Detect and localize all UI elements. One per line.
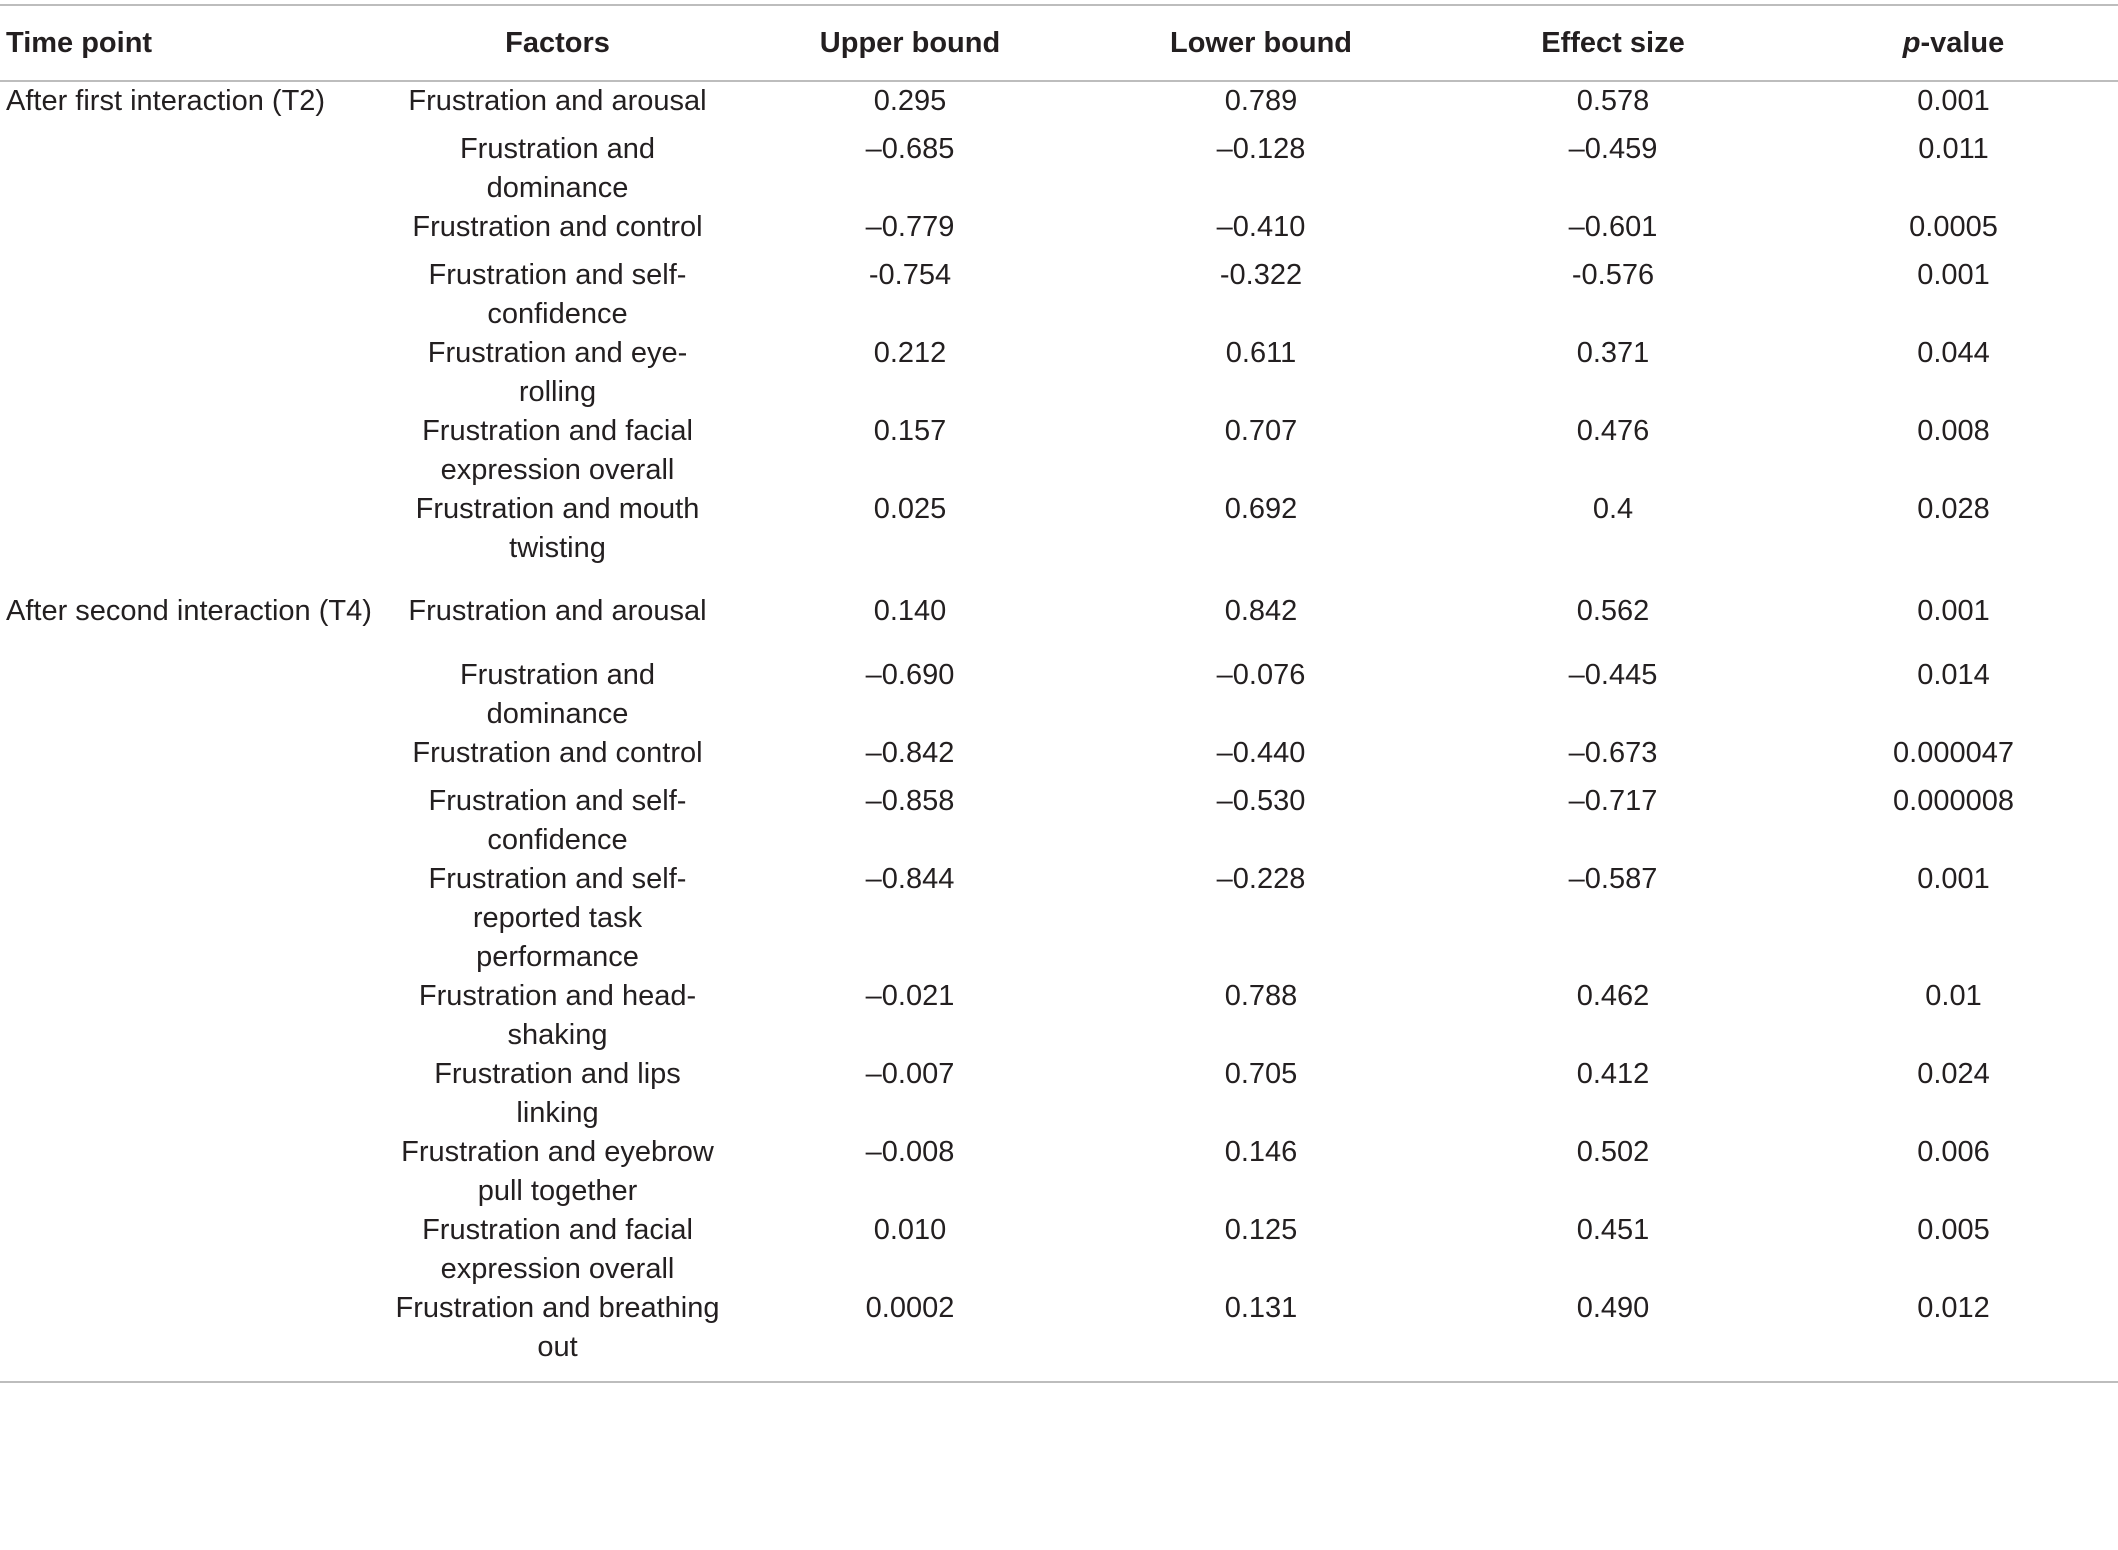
table-row [0,412,2118,490]
table-row [0,1289,2118,1382]
factor-cell: Frustration and facial expression overall [422,1214,693,1285]
upper-bound-cell: 0.010 [873,1214,947,1246]
upper-bound-cell: –0.690 [865,659,955,691]
p-value-cell: 0.024 [1917,1058,1990,1090]
p-value-cell: 0.01 [1925,980,1982,1012]
time-point-cell [0,490,380,568]
effect-size-cell: 0.578 [1576,85,1650,117]
p-value-cell: 0.006 [1917,1136,1990,1168]
table-body [0,81,2118,1382]
effect-size-cell: 0.490 [1437,1289,1789,1382]
effect-size-cell: –0.445 [1568,659,1658,691]
upper-bound-cell: –0.008 [865,1136,955,1168]
factor-cell: Frustration and self-confidence [428,785,687,856]
factor-cell: Frustration and eye-rolling [427,337,688,408]
table-row [0,860,2118,977]
factor-cell: Frustration and arousal [408,595,707,627]
factor-cell: Frustration and eyebrow pull together [401,1136,714,1207]
time-point-cell: After first interaction (T2) [6,85,326,117]
p-value-cell: 0.005 [1917,1214,1990,1246]
time-point-cell [0,782,380,860]
time-point-cell [0,1289,380,1382]
p-value-cell: 0.0005 [1909,211,1998,243]
header-p-rest: -value [1920,26,2005,59]
lower-bound-cell: 0.789 [1224,85,1298,117]
time-point-cell: After second interaction (T4) [6,595,372,627]
time-point-cell [0,860,380,977]
lower-bound-cell: –0.530 [1216,785,1306,817]
p-value-cell: 0.044 [1917,337,1990,369]
time-point-cell [0,256,380,334]
header-lower-bound: Lower bound [1085,5,1437,81]
table-row [0,782,2118,860]
effect-size-cell: 0.562 [1576,595,1650,627]
time-point-cell [0,412,380,490]
time-point-cell [0,734,380,782]
upper-bound-cell: –0.007 [865,1058,955,1090]
effect-size-cell: –0.459 [1568,133,1658,165]
effect-size-cell: -0.576 [1571,259,1655,291]
lower-bound-cell: 0.611 [1225,337,1297,369]
effect-size-cell: –0.587 [1568,863,1658,895]
lower-bound-cell: –0.440 [1216,737,1306,769]
upper-bound-cell: 0.212 [873,337,947,369]
results-table [0,4,2118,1383]
table-row [0,1055,2118,1133]
header-upper-bound: Upper bound [735,5,1085,81]
table-row [0,490,2118,568]
lower-bound-cell: –0.076 [1216,659,1306,691]
group-spacer-cell [0,568,2118,592]
upper-bound-cell: –0.844 [865,863,955,895]
table-row [0,734,2118,782]
time-point-cell [0,656,380,734]
upper-bound-cell: 0.025 [873,493,947,525]
time-point-cell [0,334,380,412]
upper-bound-cell: –0.779 [865,211,955,243]
factor-cell: Frustration and lips linking [434,1058,681,1129]
table-row [0,130,2118,208]
upper-bound-cell: –0.858 [865,785,955,817]
p-value-cell: 0.001 [1917,85,1990,117]
header-row [0,5,2118,81]
upper-bound-cell: 0.140 [873,595,947,627]
effect-size-cell: –0.717 [1568,785,1658,817]
effect-size-cell: –0.601 [1568,211,1658,243]
time-point-cell [0,130,380,208]
factor-cell: Frustration and control [412,211,703,243]
time-point-cell [0,1133,380,1211]
table-row [0,1133,2118,1211]
lower-bound-cell: 0.842 [1224,595,1298,627]
header-factors: Factors [380,5,735,81]
factor-cell: Frustration and self-confidence [428,259,687,330]
upper-bound-cell: –0.842 [865,737,955,769]
upper-bound-cell: -0.754 [868,259,952,291]
header-effect-size: Effect size [1437,5,1789,81]
table-header [0,5,2118,81]
factor-cell: Frustration and control [412,737,703,769]
time-point-cell [0,1211,380,1289]
effect-size-cell: 0.462 [1576,980,1650,1012]
factor-cell: Frustration and breathing out [380,1289,735,1382]
table-row [0,81,2118,130]
table-row [0,977,2118,1055]
p-value-cell: 0.008 [1917,415,1990,447]
p-value-cell: 0.014 [1917,659,1990,691]
p-value-cell: 0.028 [1917,493,1990,525]
lower-bound-cell: 0.692 [1224,493,1298,525]
factor-cell: Frustration and dominance [459,133,656,204]
p-value-cell: 0.001 [1917,595,1990,627]
lower-bound-cell: –0.128 [1216,133,1306,165]
p-value-cell: 0.012 [1789,1289,2118,1382]
lower-bound-cell: -0.322 [1219,259,1303,291]
p-value-cell: 0.000047 [1893,737,2014,769]
upper-bound-cell: 0.0002 [735,1289,1085,1382]
lower-bound-cell: 0.146 [1224,1136,1298,1168]
table-row [0,208,2118,256]
header-p-italic: p [1902,26,1921,59]
effect-size-cell: 0.451 [1576,1214,1650,1246]
p-value-cell: 0.000008 [1893,785,2014,817]
factor-cell: Frustration and head-shaking [418,980,697,1051]
time-point-cell [0,977,380,1055]
effect-size-cell: 0.4 [1592,493,1634,525]
factor-cell: Frustration and facial expression overall [422,415,693,486]
upper-bound-cell: –0.021 [865,980,955,1012]
p-value-cell: 0.001 [1917,863,1990,895]
table-row [0,1211,2118,1289]
p-value-cell: 0.011 [1918,133,1989,165]
table-row [0,256,2118,334]
lower-bound-cell: 0.707 [1224,415,1298,447]
lower-bound-cell: 0.125 [1224,1214,1298,1246]
effect-size-cell: 0.502 [1576,1136,1650,1168]
lower-bound-cell: –0.228 [1216,863,1306,895]
table-row [0,592,2118,656]
upper-bound-cell: 0.295 [873,85,947,117]
factor-cell: Frustration and dominance [459,659,656,730]
table-row [0,656,2118,734]
lower-bound-cell: 0.788 [1224,980,1298,1012]
factor-cell: Frustration and arousal [408,85,707,117]
time-point-cell [0,1055,380,1133]
upper-bound-cell: 0.157 [873,415,947,447]
group-spacer [0,568,2118,592]
factor-cell: Frustration and self-reported task performance [428,863,687,973]
time-point-cell [0,208,380,256]
table-row [0,334,2118,412]
effect-size-cell: 0.371 [1576,337,1650,369]
effect-size-cell: –0.673 [1568,737,1658,769]
lower-bound-cell: 0.131 [1085,1289,1437,1382]
factor-cell: Frustration and mouth twisting [415,493,700,564]
lower-bound-cell: 0.705 [1224,1058,1298,1090]
upper-bound-cell: –0.685 [865,133,955,165]
lower-bound-cell: –0.410 [1216,211,1306,243]
effect-size-cell: 0.412 [1576,1058,1650,1090]
header-time-point: Time point [0,5,380,81]
header-p-value [1789,5,2118,81]
p-value-cell: 0.001 [1917,259,1990,291]
effect-size-cell: 0.476 [1576,415,1650,447]
